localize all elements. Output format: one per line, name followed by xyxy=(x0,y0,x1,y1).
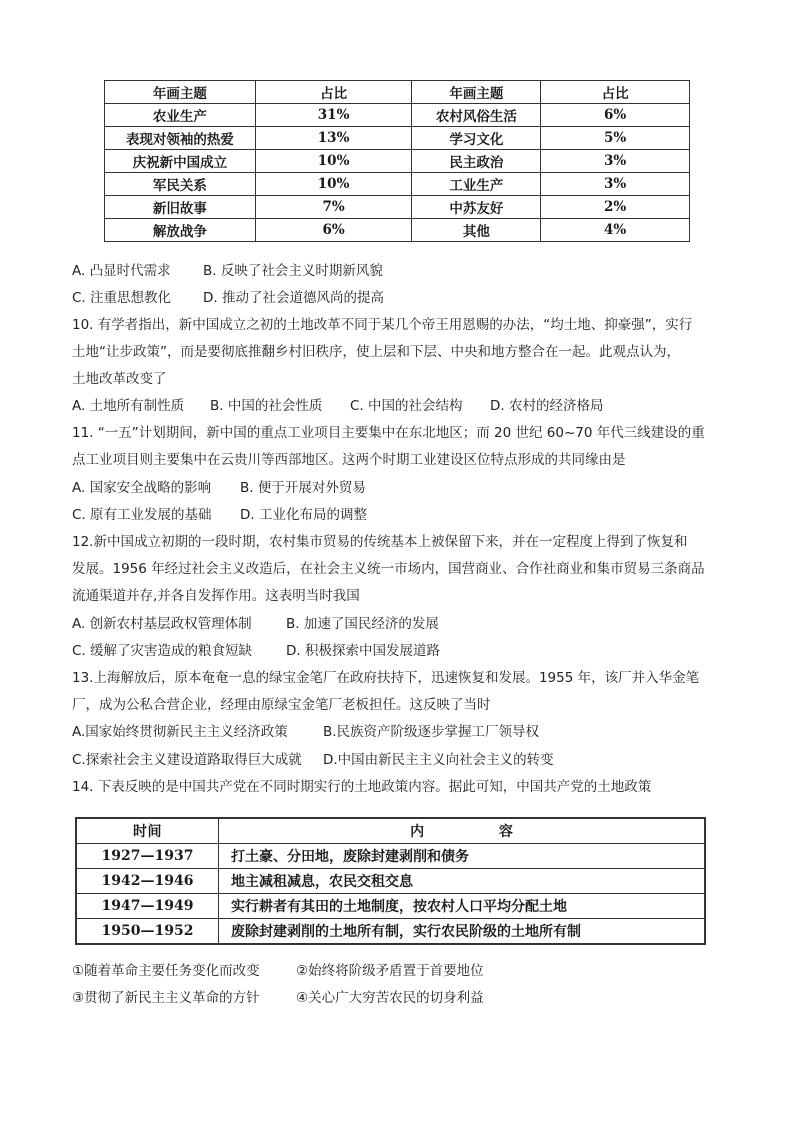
q14-option-4: ④关心广大穷苦农民的切身利益 xyxy=(296,990,484,1006)
q10-stem-line: 10. 有学者指出，新中国成立之初的土地改革不同于某几个帝王用恩赐的办法，“均土地、抑豪强”，实行 xyxy=(72,317,693,333)
q11-option-b: B. 便于开展对外贸易 xyxy=(240,480,366,496)
table-row xyxy=(76,919,705,945)
table-cell: 7% xyxy=(255,196,412,219)
table-cell: 地主减租减息，农民交租交息 xyxy=(219,869,706,894)
table-row xyxy=(105,127,690,150)
q13-option-d: D.中国由新民主主义向社会主义的转变 xyxy=(323,752,554,768)
new-year-painting-table xyxy=(104,80,690,242)
table-cell: 解放战争 xyxy=(105,219,256,242)
q13-option-a: A.国家始终贯彻新民主主义经济政策 xyxy=(72,724,288,740)
q13-stem-line: 13.上海解放后，原本奄奄一息的绿宝金笔厂在政府扶持下，迅速恢复和发展。1955 年，该厂并入华金笔 xyxy=(72,670,700,686)
table-cell: 10% xyxy=(255,150,412,173)
q12-option-c: C. 缓解了灾害造成的粮食短缺 xyxy=(72,643,253,659)
land-policy-table xyxy=(75,817,706,945)
q11-option-d: D. 工业化布局的调整 xyxy=(240,507,367,523)
q10-option-a: A. 土地所有制性质 xyxy=(72,398,185,414)
table-cell: 5% xyxy=(541,127,690,150)
table-row xyxy=(105,104,690,127)
q10-options-row xyxy=(72,396,603,416)
q12-stem-line: 12.新中国成立初期的一段时期，农村集市贸易的传统基本上被保留下来，并在一定程度上得到了恢复和 xyxy=(72,534,688,550)
table-cell: 4% xyxy=(541,219,690,242)
q9-options-row-1 xyxy=(72,261,383,281)
q11-option-a: A. 国家安全战略的影响 xyxy=(72,480,212,496)
q12-option-a: A. 创新农村基层政权管理体制 xyxy=(72,616,252,632)
table-cell: 1927—1937 xyxy=(76,844,219,869)
q11-stem-line: 点工业项目则主要集中在云贵川等西部地区。这两个时期工业建设区位特点形成的共同缘由是 xyxy=(72,452,626,468)
table-cell: 军民关系 xyxy=(105,173,256,196)
table-row xyxy=(105,196,690,219)
table-header-cell: 时间 xyxy=(76,818,219,844)
table-row xyxy=(76,869,705,894)
table-cell: 6% xyxy=(541,104,690,127)
q11-option-c: C. 原有工业发展的基础 xyxy=(72,507,212,523)
q9-option-d: D. 推动了社会道德风尚的提高 xyxy=(203,290,384,306)
q9-option-a: A. 凸显时代需求 xyxy=(72,263,171,279)
q12-option-d: D. 积极探索中国发展道路 xyxy=(286,643,440,659)
table-header-row xyxy=(76,818,705,844)
table-row xyxy=(105,173,690,196)
table-row xyxy=(76,894,705,919)
table-header-cell: 年画主题 xyxy=(412,81,541,104)
table-cell: 实行耕者有其田的土地制度，按农村人口平均分配土地 xyxy=(219,894,706,919)
q14-option-2: ②始终将阶级矛盾置于首要地位 xyxy=(296,963,484,979)
table-cell: 农村风俗生活 xyxy=(412,104,541,127)
q11-stem-line: 11. “一五”计划期间，新中国的重点工业项目主要集中在东北地区；而 20 世纪 60~70 年代三线建设的重 xyxy=(72,425,705,441)
q9-options-row-2 xyxy=(72,288,384,308)
q12-options-row-2 xyxy=(72,641,440,661)
table-cell: 10% xyxy=(255,173,412,196)
q13-options-row-1 xyxy=(72,722,539,742)
table-row xyxy=(105,150,690,173)
table-header-cell: 年画主题 xyxy=(105,81,256,104)
table-cell: 1942—1946 xyxy=(76,869,219,894)
table-row xyxy=(105,219,690,242)
table-cell: 6% xyxy=(255,219,412,242)
q10-stem-line: 土地改革改变了 xyxy=(72,371,167,387)
q11-options-row-1 xyxy=(72,478,366,498)
table-row xyxy=(76,844,705,869)
table-cell: 新旧故事 xyxy=(105,196,256,219)
table-cell: 2% xyxy=(541,196,690,219)
table-cell: 13% xyxy=(255,127,412,150)
table-header-cell: 占比 xyxy=(255,81,412,104)
table-cell: 表现对领袖的热爱 xyxy=(105,127,256,150)
q10-option-c: C. 中国的社会结构 xyxy=(350,398,463,414)
q12-option-b: B. 加速了国民经济的发展 xyxy=(286,616,439,632)
table-header-row xyxy=(105,81,690,104)
table-cell: 农业生产 xyxy=(105,104,256,127)
q11-options-row-2 xyxy=(72,505,367,525)
q13-stem-line: 厂，成为公私合营企业，经理由原绿宝金笔厂老板担任。这反映了当时 xyxy=(72,697,491,713)
q14-options-row-2 xyxy=(72,988,484,1008)
table-cell: 3% xyxy=(541,150,690,173)
q14-options-row-1 xyxy=(72,961,484,981)
q10-option-b: B. 中国的社会性质 xyxy=(210,398,323,414)
table-cell: 中苏友好 xyxy=(412,196,541,219)
q13-option-c: C.探索社会主义建设道路取得巨大成就 xyxy=(72,752,302,768)
table-cell: 工业生产 xyxy=(412,173,541,196)
q14-stem-line: 14. 下表反映的是中国共产党在不同时期实行的土地政策内容。据此可知，中国共产党的土地政策 xyxy=(72,779,652,795)
table-cell: 民主政治 xyxy=(412,150,541,173)
table-cell: 1947—1949 xyxy=(76,894,219,919)
q12-stem-line: 流通渠道并存,并各自发挥作用。这表明当时我国 xyxy=(72,588,360,604)
q9-option-c: C. 注重思想教化 xyxy=(72,290,172,306)
q13-options-row-2 xyxy=(72,750,554,770)
q9-option-b: B. 反映了社会主义时期新风貌 xyxy=(203,263,383,279)
table-header-cell: 内 容 xyxy=(219,818,706,844)
q13-option-b: B.民族资产阶级逐步掌握工厂领导权 xyxy=(323,724,540,740)
table-cell: 3% xyxy=(541,173,690,196)
q10-stem-line: 土地“让步政策”，而是要彻底推翻乡村旧秩序，使上层和下层、中央和地方整合在一起。此观点认为， xyxy=(72,344,680,360)
table-cell: 31% xyxy=(255,104,412,127)
q10-option-d: D. 农村的经济格局 xyxy=(490,398,604,414)
q12-stem-line: 发展。1956 年经过社会主义改造后，在社会主义统一市场内，国营商业、合作社商业和集市贸易三条商品 xyxy=(72,561,705,577)
table-cell: 打土豪、分田地，废除封建剥削和债务 xyxy=(219,844,706,869)
q12-options-row-1 xyxy=(72,614,439,634)
table-header-cell: 占比 xyxy=(541,81,690,104)
table-cell: 学习文化 xyxy=(412,127,541,150)
q14-option-3: ③贯彻了新民主主义革命的方针 xyxy=(72,990,260,1006)
table-cell: 1950—1952 xyxy=(76,919,219,945)
table-cell: 废除封建剥削的土地所有制，实行农民阶级的土地所有制 xyxy=(219,919,706,945)
table-cell: 其他 xyxy=(412,219,541,242)
q14-option-1: ①随着革命主要任务变化而改变 xyxy=(72,963,260,979)
table-cell: 庆祝新中国成立 xyxy=(105,150,256,173)
